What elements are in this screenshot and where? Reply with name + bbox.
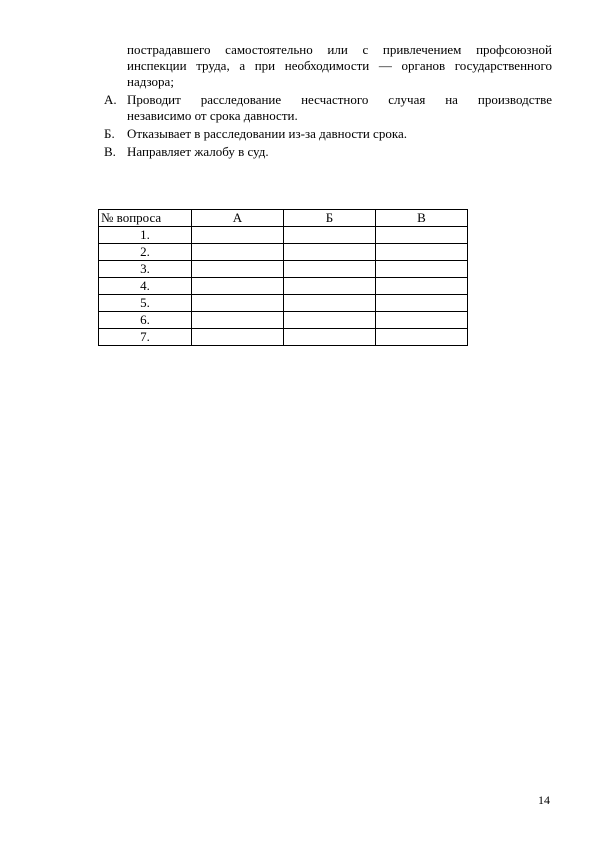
answer-cell-b[interactable] xyxy=(284,261,376,278)
answer-cell-a[interactable] xyxy=(192,227,284,244)
answer-cell-a[interactable] xyxy=(192,295,284,312)
question-number-cell: 6. xyxy=(99,312,192,329)
header-option-a: А xyxy=(192,210,284,227)
page-number: 14 xyxy=(538,793,550,807)
answer-cell-c[interactable] xyxy=(376,244,468,261)
table-row xyxy=(99,244,468,261)
table-row xyxy=(99,278,468,295)
question-number-cell: 7. xyxy=(99,329,192,346)
answer-cell-c[interactable] xyxy=(376,227,468,244)
table-row xyxy=(99,227,468,244)
table-row xyxy=(99,261,468,278)
answer-cell-a[interactable] xyxy=(192,261,284,278)
option-text-line: независимо от срока давности. xyxy=(127,108,298,123)
question-number-cell: 4. xyxy=(99,278,192,295)
answer-table xyxy=(98,209,468,346)
answer-cell-c[interactable] xyxy=(376,261,468,278)
question-number-cell: 1. xyxy=(99,227,192,244)
answer-cell-a[interactable] xyxy=(192,278,284,295)
intro-line: инспекции труда, а при необходимости — органов государственного xyxy=(127,58,552,73)
question-number-cell: 2. xyxy=(99,244,192,261)
answer-table-header-row xyxy=(99,210,468,227)
header-option-b: Б xyxy=(284,210,376,227)
answer-cell-b[interactable] xyxy=(284,329,376,346)
answer-cell-b[interactable] xyxy=(284,244,376,261)
question-number-cell: 3. xyxy=(99,261,192,278)
answer-cell-a[interactable] xyxy=(192,244,284,261)
answer-cell-b[interactable] xyxy=(284,278,376,295)
answer-cell-b[interactable] xyxy=(284,227,376,244)
intro-line: пострадавшего самостоятельно или с привлечением профсоюзной xyxy=(127,42,552,57)
answer-cell-c[interactable] xyxy=(376,278,468,295)
table-row xyxy=(99,329,468,346)
question-number-cell: 5. xyxy=(99,295,192,312)
table-row xyxy=(99,295,468,312)
answer-cell-a[interactable] xyxy=(192,329,284,346)
option-text-line: Проводит расследование несчастного случая на производстве xyxy=(127,92,552,107)
answer-cell-c[interactable] xyxy=(376,295,468,312)
table-row xyxy=(99,312,468,329)
answer-cell-b[interactable] xyxy=(284,312,376,329)
option-letter: Б. xyxy=(104,126,115,141)
header-option-c: В xyxy=(376,210,468,227)
intro-line: надзора; xyxy=(127,74,174,89)
answer-cell-c[interactable] xyxy=(376,329,468,346)
option-text-line: Направляет жалобу в суд. xyxy=(127,144,269,159)
answer-cell-b[interactable] xyxy=(284,295,376,312)
option-letter: А. xyxy=(104,92,117,107)
option-text-line: Отказывает в расследовании из-за давности срока. xyxy=(127,126,407,141)
option-letter: В. xyxy=(104,144,116,159)
answer-cell-a[interactable] xyxy=(192,312,284,329)
header-question-number: № вопроса xyxy=(99,210,192,227)
answer-cell-c[interactable] xyxy=(376,312,468,329)
